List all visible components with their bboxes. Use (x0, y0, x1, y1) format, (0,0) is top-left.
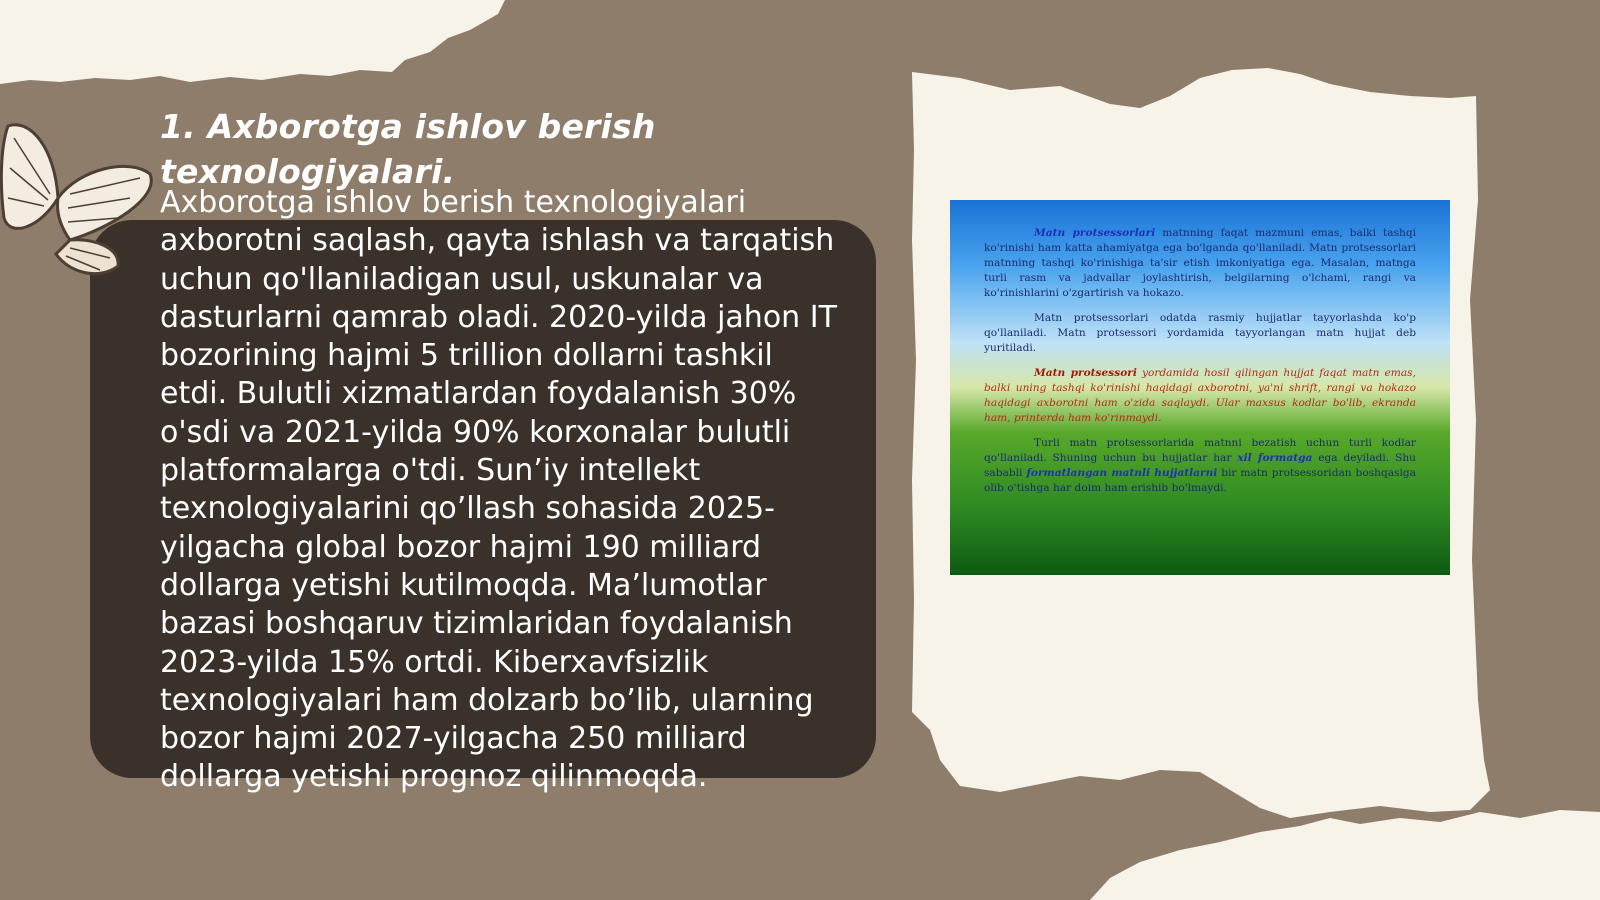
butterfly-icon (0, 108, 160, 280)
slide-body-text: Axborotga ishlov berish texnologiyalari axborotni saqlash, qayta ishlash va tarqatish uchun qo'llaniladigan usul, uskunalar va dasturlarni qamrab oladi. 2020-yilda jahon IT bozorining hajmi 5 trillion dollarni tashkil etdi. Bulutli xizmatlardan foydalanish 30% o'sdi va 2021-yilda 90% korxonalar bulutli platformalarga o'tdi. Sun’iy intellekt texnologiyalarini qo’llash sohasida 2025-yilgacha global bozor hajmi 190 milliard dollarga yetishi kutilmoqda. Ma’lumotlar bazasi boshqaruv tizimlaridan foydalanish 2023-yilda 15% ortdi. Kiberxavfsizlik texnologiyalari ham dolzarb bo’lib, ularning bozor hajmi 2027-yilgacha 250 milliard dollarga yetishi prognoz qilinmoqda. (160, 185, 837, 795)
image-text-1: matnning faqat mazmuni emas, balki tashqi ko'rinishi ham katta ahamiyatga ega bo'lganda qo'llaniladi. Matn protsessorlari matnning tashqi ko'rinishiga ta'sir etish imkoniyatiga ega. Masalan, matnga turli rasm va jadvallar joylashtirish, belgilarning o'lchami, rangi va ko'rinishlarini o'zgartirish va hokazo. (984, 227, 1416, 299)
image-text-4c: bir matn protsessoridan boshqasiga olib o'tishga har doim ham erishib bo'lmaydi. (984, 467, 1416, 494)
slide-title: 1. Axborotga ishlov berish texnologiyalari. (160, 107, 656, 191)
image-term-4: formatlangan matnli hujjatlarni (1026, 467, 1218, 479)
image-paragraph-1 (984, 226, 1416, 301)
image-term-1: Matn protsessorlari (1034, 227, 1156, 239)
image-term-3: xil formatga (1237, 452, 1313, 464)
image-term-2: Matn protsessori (1034, 367, 1137, 379)
image-text-4a: Turli matn protsessorlarida matnni bezatish uchun turli kodlar qo'llaniladi. Shuning uchun bu hujjatlar har (984, 437, 1416, 464)
document-image (950, 200, 1450, 575)
image-text-4b: ega deyiladi. Shu sababli (984, 452, 1416, 479)
image-paragraph-4 (984, 436, 1416, 496)
image-paragraph-3 (984, 366, 1416, 426)
torn-paper-bottom-right (1090, 810, 1600, 900)
image-paragraph-2: Matn protsessorlari odatda rasmiy hujjatlar tayyorlashda ko'p qo'llaniladi. Matn protsessori yordamida tayyorlangan matn hujjat deb yuritiladi. (984, 312, 1416, 354)
torn-paper-top-left (0, 0, 505, 84)
image-text-3: yordamida hosil qilingan hujjat faqat matn emas, balki uning tashqi ko'rinishi haqidagi axborotni, ya'ni shrift, rangi va hokazo haqidagi axborotni ham o'zida saqlaydi. Ular maxsus kodlar bo'lib, ekranda ham, printerda ham ko'rinmaydi. (984, 367, 1416, 424)
